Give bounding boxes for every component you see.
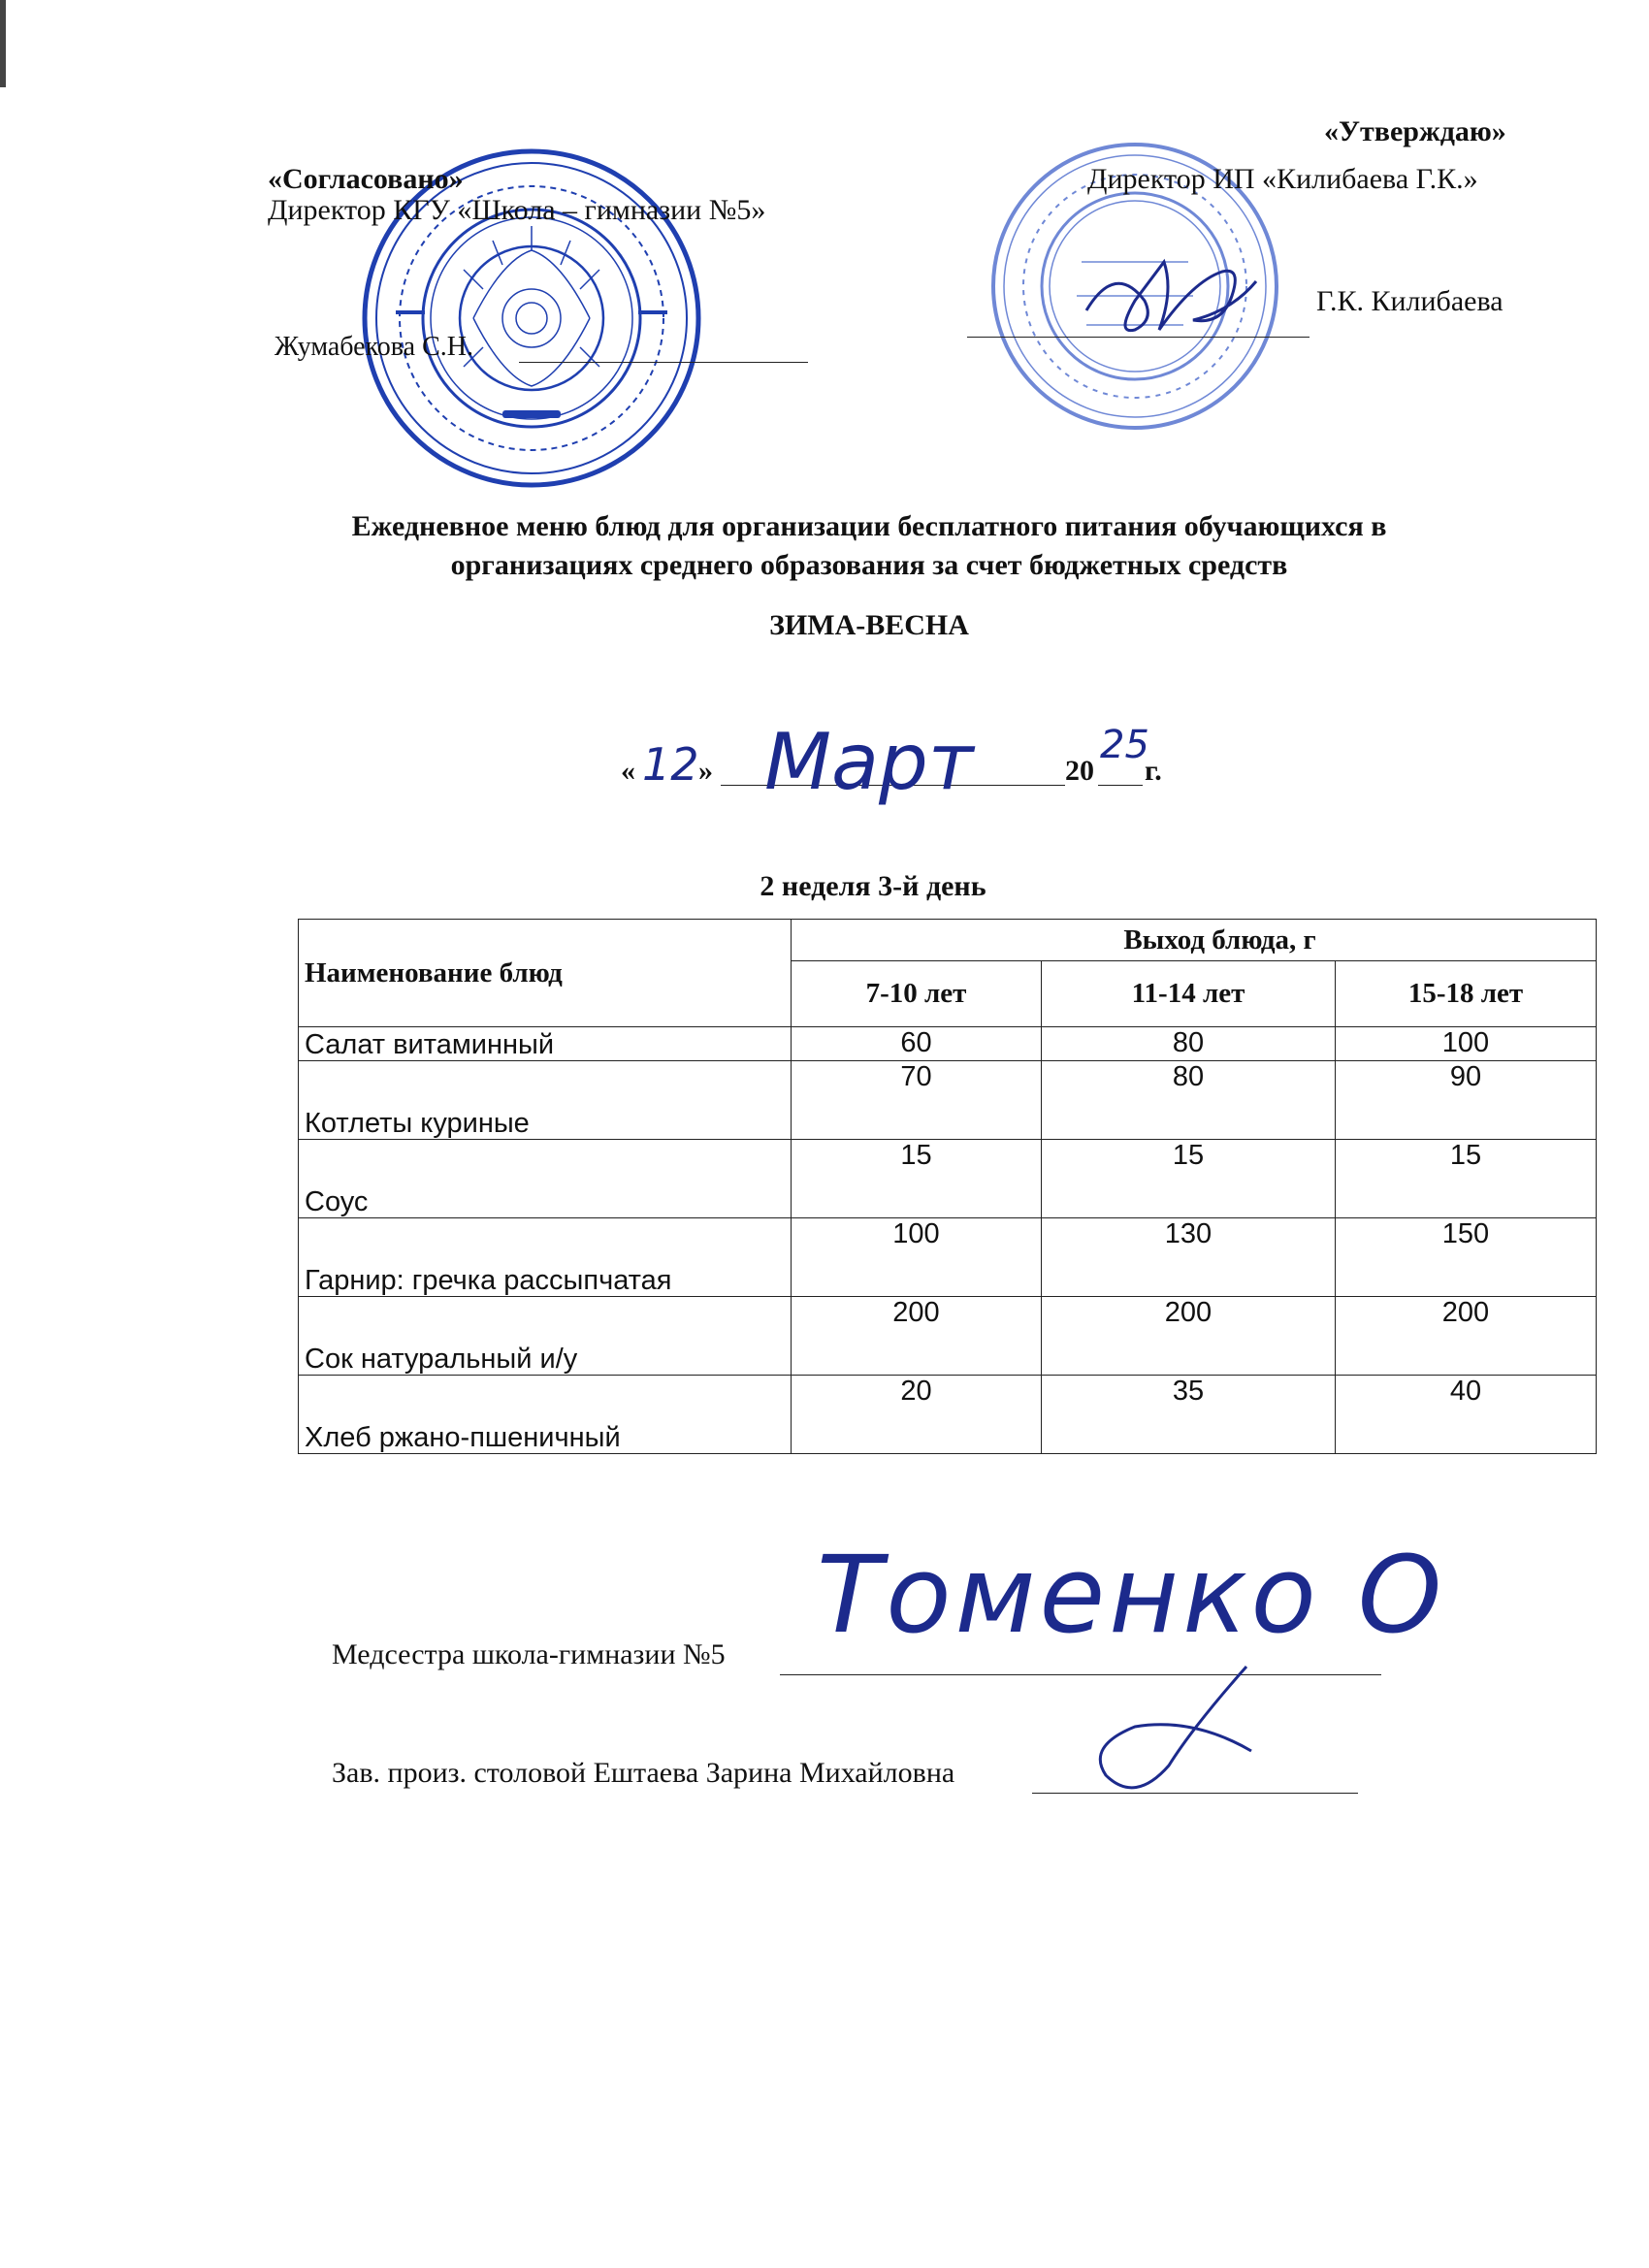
dish-yield: 35 — [1042, 1376, 1336, 1454]
dish-yield: 200 — [792, 1297, 1042, 1376]
dish-name: Сок натуральный и/у — [299, 1297, 792, 1376]
dish-yield: 100 — [1336, 1027, 1597, 1061]
dish-name: Салат витаминный — [299, 1027, 792, 1061]
agreed-heading: «Согласовано» — [268, 163, 464, 195]
table-row — [299, 1027, 1597, 1061]
scan-edge — [0, 0, 6, 87]
manager-label: Зав. произ. столовой Ештаева Зарина Михайловна — [332, 1757, 955, 1789]
table-header-row — [299, 920, 1597, 961]
date-year-suffix: 25 — [1100, 723, 1149, 767]
yield-header: Выход блюда, г — [792, 920, 1597, 961]
dish-yield: 60 — [792, 1027, 1042, 1061]
date-month: Март — [764, 717, 974, 807]
dish-yield: 90 — [1336, 1061, 1597, 1140]
manager-signature — [1077, 1659, 1271, 1804]
director-signature — [1077, 243, 1271, 349]
date-line — [621, 717, 1251, 807]
approve-heading: «Утверждаю» — [1324, 115, 1506, 147]
dish-name: Котлеты куриные — [299, 1061, 792, 1140]
week-day-label: 2 неделя 3-й день — [760, 870, 986, 902]
agreed-underline — [519, 331, 808, 363]
age-header: 15-18 лет — [1336, 960, 1597, 1026]
menu-table — [298, 919, 1597, 1454]
dish-yield: 80 — [1042, 1061, 1336, 1140]
dish-yield: 70 — [792, 1061, 1042, 1140]
agreed-position: Директор КГУ «Школа – гимназии №5» — [268, 194, 766, 226]
title-line-1: Ежедневное меню блюд для организации бесплатного питания обучающихся в — [351, 510, 1387, 542]
age-header: 11-14 лет — [1042, 960, 1336, 1026]
date-year-mark: г. — [1145, 755, 1162, 787]
nurse-label: Медсестра школа-гимназии №5 — [332, 1638, 726, 1670]
date-day: 12 — [642, 738, 699, 791]
table-row — [299, 1061, 1597, 1140]
dish-yield: 15 — [1336, 1140, 1597, 1218]
dish-yield: 100 — [792, 1218, 1042, 1297]
age-header: 7-10 лет — [792, 960, 1042, 1026]
dish-name: Хлеб ржано-пшеничный — [299, 1376, 792, 1454]
dish-name: Гарнир: гречка рассыпчатая — [299, 1218, 792, 1297]
agreed-signatory: Жумабекова С.Н. — [275, 332, 473, 362]
agreed-signature-line — [275, 331, 808, 364]
dish-yield: 200 — [1042, 1297, 1336, 1376]
date-open-quote: « — [621, 755, 635, 787]
table-row — [299, 1376, 1597, 1454]
table-row — [299, 1297, 1597, 1376]
dish-name-header: Наименование блюд — [299, 920, 792, 1027]
date-close-quote: » — [698, 755, 713, 787]
approve-signatory: Г.К. Килибаева — [1316, 285, 1504, 317]
nurse-signature: Томенко О — [817, 1533, 1446, 1657]
dish-name: Соус — [299, 1140, 792, 1218]
approve-position: Директор ИП «Килибаева Г.К.» — [1087, 163, 1478, 195]
dish-yield: 40 — [1336, 1376, 1597, 1454]
date-year-prefix: 20 — [1065, 755, 1094, 787]
dish-yield: 80 — [1042, 1027, 1336, 1061]
table-row — [299, 1140, 1597, 1218]
dish-yield: 130 — [1042, 1218, 1336, 1297]
dish-yield: 200 — [1336, 1297, 1597, 1376]
title-line-2: организациях среднего образования за счет бюджетных средств — [450, 549, 1288, 581]
dish-yield: 15 — [792, 1140, 1042, 1218]
season-label: ЗИМА-ВЕСНА — [769, 609, 969, 641]
table-row — [299, 1218, 1597, 1297]
dish-yield: 15 — [1042, 1140, 1336, 1218]
dish-yield: 20 — [792, 1376, 1042, 1454]
dish-yield: 150 — [1336, 1218, 1597, 1297]
